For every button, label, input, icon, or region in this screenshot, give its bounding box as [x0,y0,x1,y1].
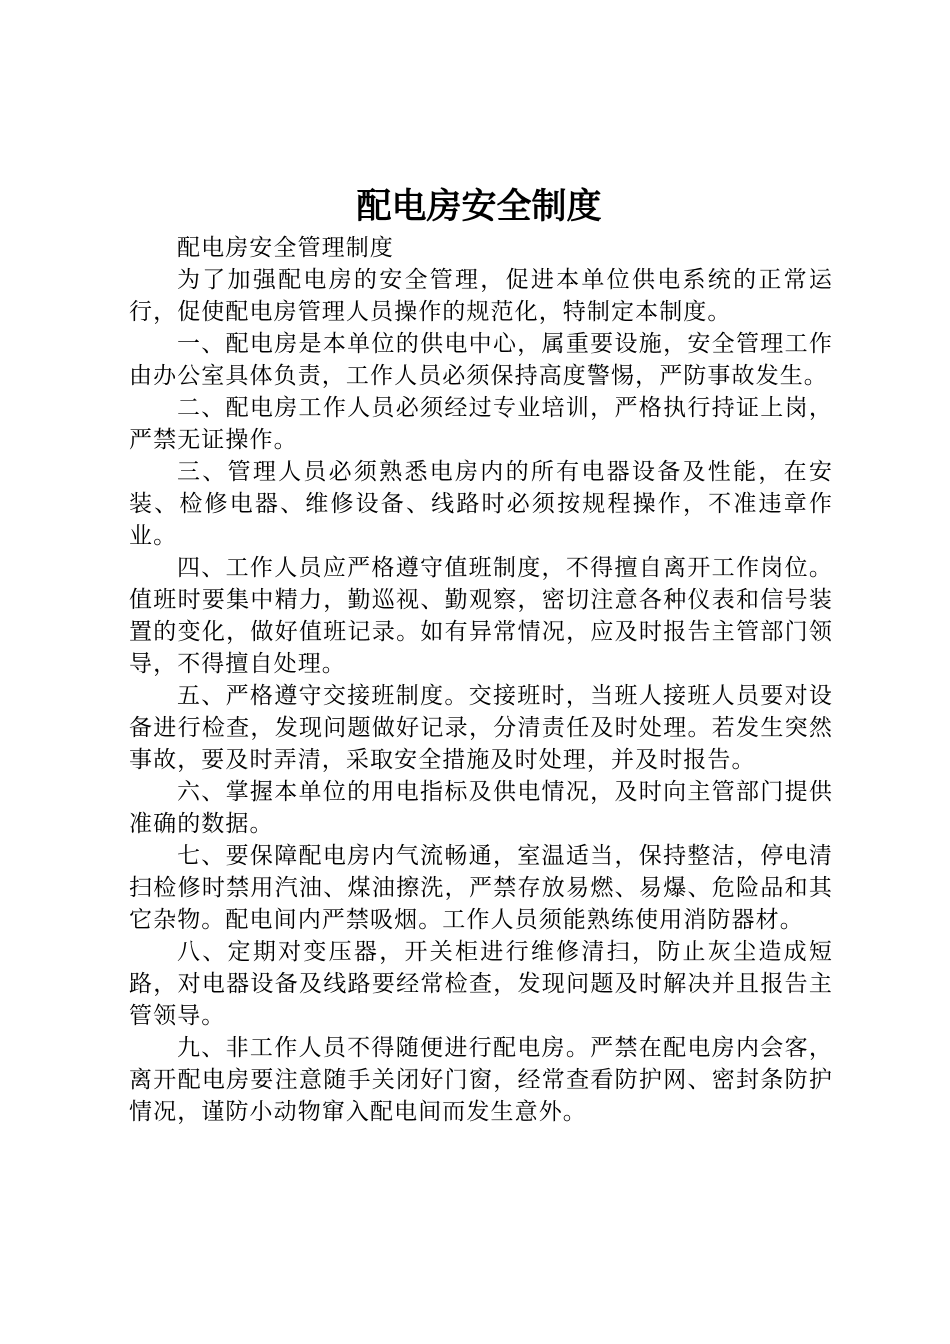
document-title: 配电房安全制度 [356,186,602,227]
paragraph-rule-1: 一、配电房是本单位的供电中心，属重要设施，安全管理工作由办公室具体负责，工作人员必须保持高度警惕，严防事故发生。 [129,331,833,389]
paragraph-rule-7: 七、要保障配电房内气流畅通，室温适当，保持整洁，停电清扫检修时禁用汽油、煤油擦洗，严禁存放易燃、易爆、危险品和其它杂物。配电间内严禁吸烟。工作人员须能熟练使用消防器材。 [129,843,833,933]
document-subtitle: 配电房安全管理制度 [177,235,394,261]
paragraph-rule-6: 六、掌握本单位的用电指标及供电情况，及时向主管部门提供准确的数据。 [129,779,833,837]
document-body [129,232,833,1128]
paragraph-rule-2: 二、配电房工作人员必须经过专业培训，严格执行持证上岗，严禁无证操作。 [129,395,833,453]
paragraph-rule-5: 五、严格遵守交接班制度。交接班时，当班人接班人员要对设备进行检查，发现问题做好记录，分清责任及时处理。若发生突然事故，要及时弄清，采取安全措施及时处理，并及时报告。 [129,683,833,773]
paragraph-intro: 为了加强配电房的安全管理，促进本单位供电系统的正常运行，促使配电房管理人员操作的规范化，特制定本制度。 [129,267,833,325]
paragraph-rule-4: 四、工作人员应严格遵守值班制度，不得擅自离开工作岗位。值班时要集中精力，勤巡视、勤观察，密切注意各种仪表和信号装置的变化，做好值班记录。如有异常情况，应及时报告主管部门领导，不得擅自处理。 [129,555,833,677]
paragraph-rule-3: 三、管理人员必须熟悉电房内的所有电器设备及性能，在安装、检修电器、维修设备、线路时必须按规程操作，不准违章作业。 [129,459,833,549]
paragraph-rule-8: 八、定期对变压器，开关柜进行维修清扫，防止灰尘造成短路，对电器设备及线路要经常检查，发现问题及时解决并且报告主管领导。 [129,939,833,1029]
paragraph-rule-9: 九、非工作人员不得随便进行配电房。严禁在配电房内会客，离开配电房要注意随手关闭好门窗，经常查看防护网、密封条防护情况，谨防小动物窜入配电间而发生意外。 [129,1035,833,1125]
